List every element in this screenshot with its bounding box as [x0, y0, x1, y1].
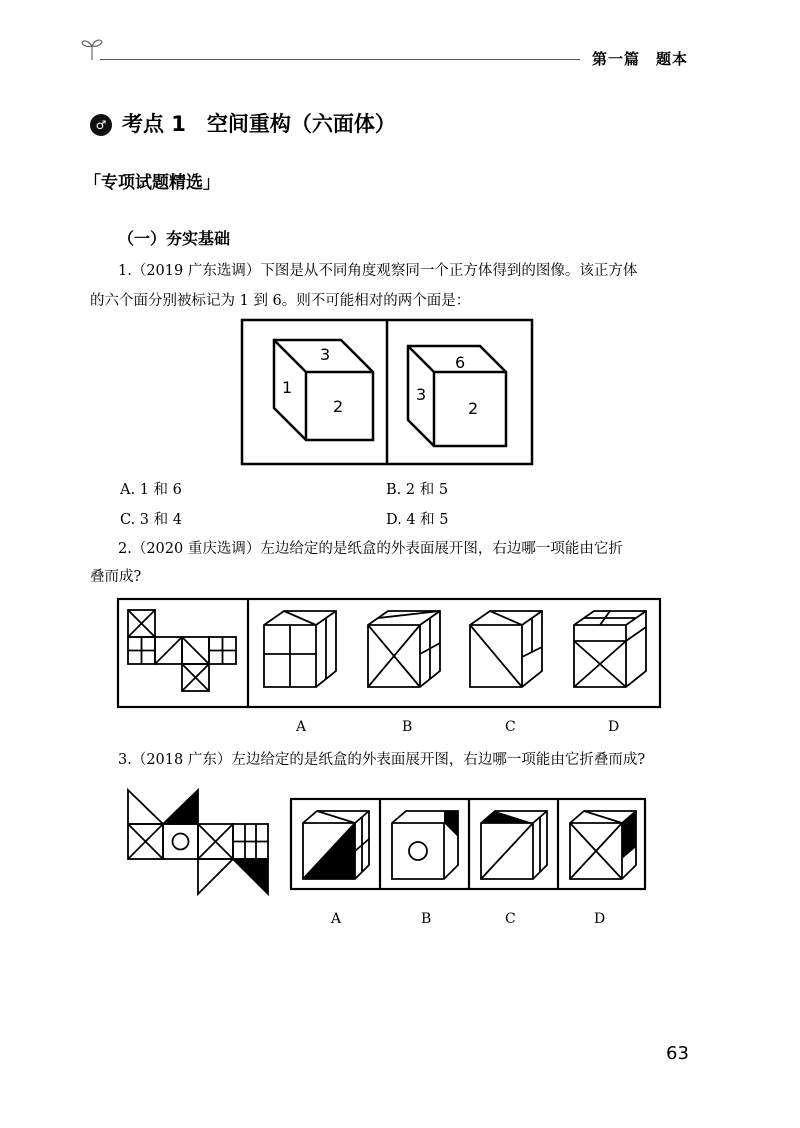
q1-left-front-number: 2	[333, 397, 344, 416]
q3-line1: 3.（2018 广东）左边给定的是纸盒的外表面展开图，右边哪一项能由它折叠而成?	[118, 752, 646, 768]
q1-left-left-number: 1	[282, 378, 293, 397]
q1-line1: 1.（2019 广东选调）下图是从不同角度观察同一个正方体得到的图像。该正方体	[118, 263, 638, 279]
q3-label-a: A	[331, 911, 342, 927]
q3-label-c: C	[505, 911, 516, 927]
q1-option-b: B. 2 和 5	[386, 482, 449, 498]
header-rule	[100, 59, 580, 60]
q1-right-left-number: 3	[416, 385, 427, 404]
q2-line2: 叠而成?	[90, 569, 142, 585]
q1-left-top-number: 3	[320, 345, 331, 364]
q2-figure	[116, 597, 662, 709]
q3-net	[126, 788, 271, 898]
q1-option-d: D. 4 和 5	[386, 512, 449, 528]
q3-label-d: D	[594, 911, 606, 927]
q2-option-d-cube	[574, 611, 646, 687]
q2-option-b-cube	[368, 611, 440, 687]
q3-label-b: B	[421, 911, 432, 927]
q3-options-figure	[289, 797, 647, 891]
section-title-text: 考点 1 空间重构（六面体）	[122, 112, 396, 136]
subsection-title: 「专项试题精选」	[84, 173, 220, 193]
running-title: 第一篇 题本	[592, 50, 689, 68]
q1-option-c: C. 3 和 4	[120, 512, 182, 528]
q2-label-a: A	[296, 719, 307, 735]
q2-label-d: D	[608, 719, 620, 735]
subsubsection-title: （一）夯实基础	[118, 229, 231, 248]
q2-line1: 2.（2020 重庆选调）左边给定的是纸盒的外表面展开图，右边哪一项能由它折	[118, 541, 623, 557]
q1-figure	[240, 318, 534, 468]
page-number: 63	[666, 1043, 689, 1064]
q1-line2: 的六个面分别被标记为 1 到 6。则不可能相对的两个面是：	[90, 293, 471, 309]
q2-label-c: C	[505, 719, 516, 735]
q2-option-c-cube	[470, 611, 542, 687]
q1-right-top-number: 6	[455, 353, 466, 372]
q2-option-a-cube	[264, 611, 336, 687]
q2-net	[128, 610, 236, 691]
q1-right-front-number: 2	[468, 399, 479, 418]
sprout-icon	[80, 34, 104, 62]
section-title	[90, 108, 396, 138]
male-symbol-icon: ♂	[90, 114, 112, 136]
q1-option-a: A. 1 和 6	[120, 482, 182, 498]
q2-label-b: B	[402, 719, 413, 735]
